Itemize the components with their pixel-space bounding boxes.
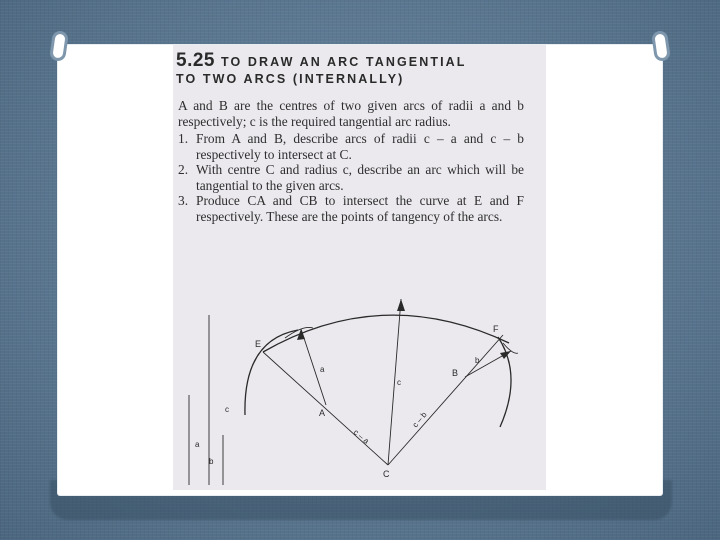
step-number: 1.: [178, 131, 189, 146]
label-radius-c: c: [397, 378, 401, 387]
intro-paragraph: A and B are the centres of two given arcs of radii a and b respectively; c is the required tangential arc radius.: [178, 98, 524, 129]
arrowhead-icon: [500, 351, 511, 359]
line-c-b-f: [388, 335, 503, 465]
label-scale-c: c: [225, 405, 229, 414]
label-radius-b: b: [475, 356, 480, 365]
step-item: [178, 193, 524, 224]
instructions: [178, 98, 524, 224]
given-arc-b: [498, 337, 511, 427]
label-c-minus-b: c – b: [410, 410, 429, 430]
step-text: With centre C and radius c, describe an arc which will be tangential to the given arcs.: [196, 162, 524, 193]
label-point-b: B: [452, 368, 459, 378]
label-radius-a: a: [320, 365, 325, 374]
label-scale-b: b: [209, 457, 214, 466]
steps-list: [178, 131, 524, 224]
arrowhead-icon: [397, 299, 405, 311]
label-point-e: E: [255, 339, 262, 349]
step-item: [178, 131, 524, 162]
pin-icon: [654, 33, 667, 58]
label-scale-a: a: [195, 440, 200, 449]
given-arc-a: [245, 330, 298, 415]
step-text: Produce CA and CB to intersect the curve at E and F respectively. These are the points of tangency of the arcs.: [196, 193, 524, 224]
label-point-f: F: [493, 324, 499, 334]
label-c-minus-a: c – a: [351, 427, 371, 446]
section-number: 5.25: [176, 50, 215, 71]
construction-diagram: [173, 285, 546, 485]
line-c-a-e: [263, 352, 388, 465]
heading-title-line2: TO TWO ARCS (INTERNALLY): [176, 72, 405, 86]
step-item: [178, 162, 524, 193]
section-heading: [176, 50, 536, 86]
step-number: 3.: [178, 193, 189, 208]
step-text: From A and B, describe arcs of radii c – a and c – b respectively to intersect at C.: [196, 131, 524, 162]
step-number: 2.: [178, 162, 189, 177]
heading-title-line1: TO DRAW AN ARC TANGENTIAL: [220, 55, 467, 69]
label-point-c: C: [383, 469, 390, 479]
label-point-a: A: [319, 408, 326, 418]
